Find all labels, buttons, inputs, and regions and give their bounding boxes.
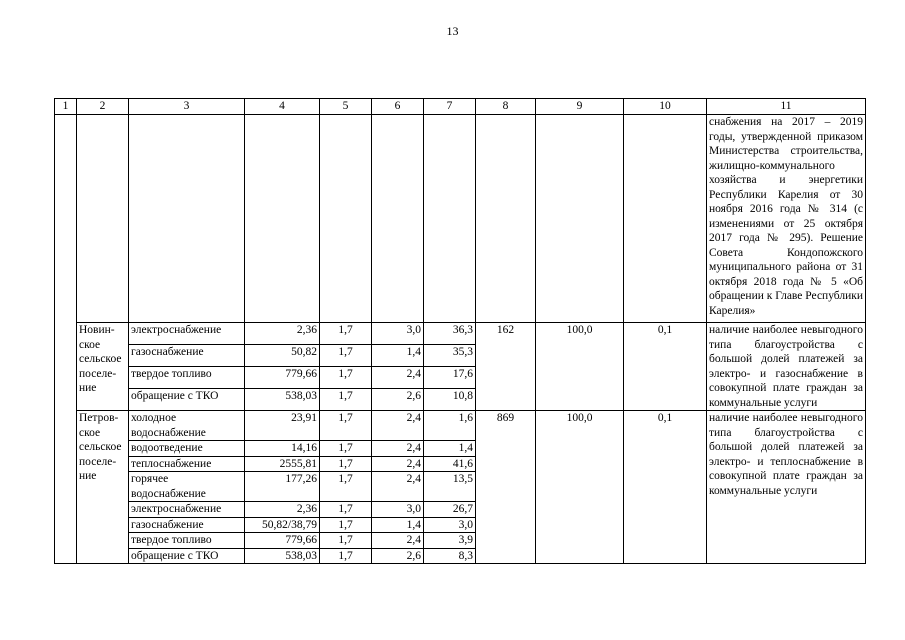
value-cell: 177,26 [245, 472, 320, 502]
value-cell: 2,4 [372, 411, 424, 441]
continuation-text: снабжения на 2017 – 2019 годы, утвержденной приказом Министерства строительства, жилищно-коммунального хозяйства и энергетики Республики Карелия от 30 ноября 2016 года № 314 (с изменениями от 25 октября 2017 года № 295). Решение Совета Кондопожского муниципального района от 31 октября 2018 года № 5 «Об обращении к Главе Республики Карелия» [707, 115, 866, 323]
value-cell: 1,7 [320, 411, 372, 441]
settlement-name: Петров-ское сельское поселе-ние [77, 411, 129, 564]
service-cell: электроснабжение [129, 502, 245, 518]
value-cell: 3,0 [424, 517, 476, 533]
col-header: 8 [476, 99, 536, 115]
value-cell: 2,36 [245, 323, 320, 345]
value-cell: 2555,81 [245, 456, 320, 472]
value-cell: 1,4 [372, 517, 424, 533]
value-cell: 1,7 [320, 345, 372, 367]
col-header: 7 [424, 99, 476, 115]
data-table [54, 98, 866, 564]
col10-cell: 0,1 [624, 411, 707, 564]
value-cell: 1,7 [320, 517, 372, 533]
value-cell: 1,7 [320, 441, 372, 457]
value-cell: 1,7 [320, 323, 372, 345]
value-cell: 50,82 [245, 345, 320, 367]
col-header: 1 [55, 99, 77, 115]
value-cell: 2,4 [372, 456, 424, 472]
table-row [55, 411, 866, 441]
value-cell: 13,5 [424, 472, 476, 502]
header-row [55, 99, 866, 115]
service-cell: горячее водоснабжение [129, 472, 245, 502]
empty-cell [77, 115, 129, 323]
col10-cell: 0,1 [624, 323, 707, 411]
service-cell: электроснабжение [129, 323, 245, 345]
col-header: 11 [707, 99, 866, 115]
value-cell: 1,7 [320, 533, 372, 549]
value-cell: 50,82/38,79 [245, 517, 320, 533]
service-cell: газоснабжение [129, 517, 245, 533]
value-cell: 17,6 [424, 367, 476, 389]
value-cell: 41,6 [424, 456, 476, 472]
continuation-row [55, 115, 866, 323]
page-number: 13 [446, 24, 459, 38]
empty-cell [536, 115, 624, 323]
value-cell: 2,4 [372, 472, 424, 502]
empty-cell [129, 115, 245, 323]
col9-cell: 100,0 [536, 323, 624, 411]
col9-cell: 100,0 [536, 411, 624, 564]
value-cell: 1,7 [320, 389, 372, 411]
value-cell: 26,7 [424, 502, 476, 518]
value-cell: 1,7 [320, 367, 372, 389]
col-header: 10 [624, 99, 707, 115]
value-cell: 3,0 [372, 502, 424, 518]
service-cell: обращение с ТКО [129, 548, 245, 564]
value-cell: 2,36 [245, 502, 320, 518]
service-cell: твердое топливо [129, 533, 245, 549]
service-cell: водоотведение [129, 441, 245, 457]
value-cell: 1,7 [320, 456, 372, 472]
reason-text: наличие наиболее невыгодного типа благоустройства с большой долей платежей за электро- и теплоснабжение в совокупной плате граждан за коммунальные услуги [707, 411, 866, 564]
value-cell: 23,91 [245, 411, 320, 441]
value-cell: 36,3 [424, 323, 476, 345]
col-header: 6 [372, 99, 424, 115]
empty-cell [424, 115, 476, 323]
value-cell: 1,7 [320, 472, 372, 502]
value-cell: 8,3 [424, 548, 476, 564]
empty-cell [320, 115, 372, 323]
value-cell: 10,8 [424, 389, 476, 411]
value-cell: 2,4 [372, 367, 424, 389]
table-row [55, 323, 866, 345]
value-cell: 1,7 [320, 548, 372, 564]
col-header: 5 [320, 99, 372, 115]
empty-cell [624, 115, 707, 323]
value-cell: 14,16 [245, 441, 320, 457]
value-cell: 35,3 [424, 345, 476, 367]
service-cell: теплоснабжение [129, 456, 245, 472]
value-cell: 3,9 [424, 533, 476, 549]
value-cell: 2,6 [372, 548, 424, 564]
value-cell: 538,03 [245, 389, 320, 411]
value-cell: 1,4 [372, 345, 424, 367]
value-cell: 2,4 [372, 441, 424, 457]
col-header: 3 [129, 99, 245, 115]
value-cell: 779,66 [245, 533, 320, 549]
empty-cell [245, 115, 320, 323]
value-cell: 1,4 [424, 441, 476, 457]
value-cell: 1,6 [424, 411, 476, 441]
value-cell: 2,4 [372, 533, 424, 549]
settlement-name: Новин-ское сельское поселе-ние [77, 323, 129, 411]
col1-cell [55, 115, 77, 564]
value-cell: 3,0 [372, 323, 424, 345]
col8-cell: 869 [476, 411, 536, 564]
value-cell: 1,7 [320, 502, 372, 518]
service-cell: холодное водоснабжение [129, 411, 245, 441]
reason-text: наличие наиболее невыгодного типа благоустройства с большой долей платежей за электро- и газоснабжение в совокупной плате граждан за коммунальные услуги [707, 323, 866, 411]
value-cell: 538,03 [245, 548, 320, 564]
service-cell: твердое топливо [129, 367, 245, 389]
col8-cell: 162 [476, 323, 536, 411]
empty-cell [372, 115, 424, 323]
col-header: 9 [536, 99, 624, 115]
service-cell: газоснабжение [129, 345, 245, 367]
empty-cell [476, 115, 536, 323]
col-header: 2 [77, 99, 129, 115]
value-cell: 779,66 [245, 367, 320, 389]
value-cell: 2,6 [372, 389, 424, 411]
col-header: 4 [245, 99, 320, 115]
service-cell: обращение с ТКО [129, 389, 245, 411]
